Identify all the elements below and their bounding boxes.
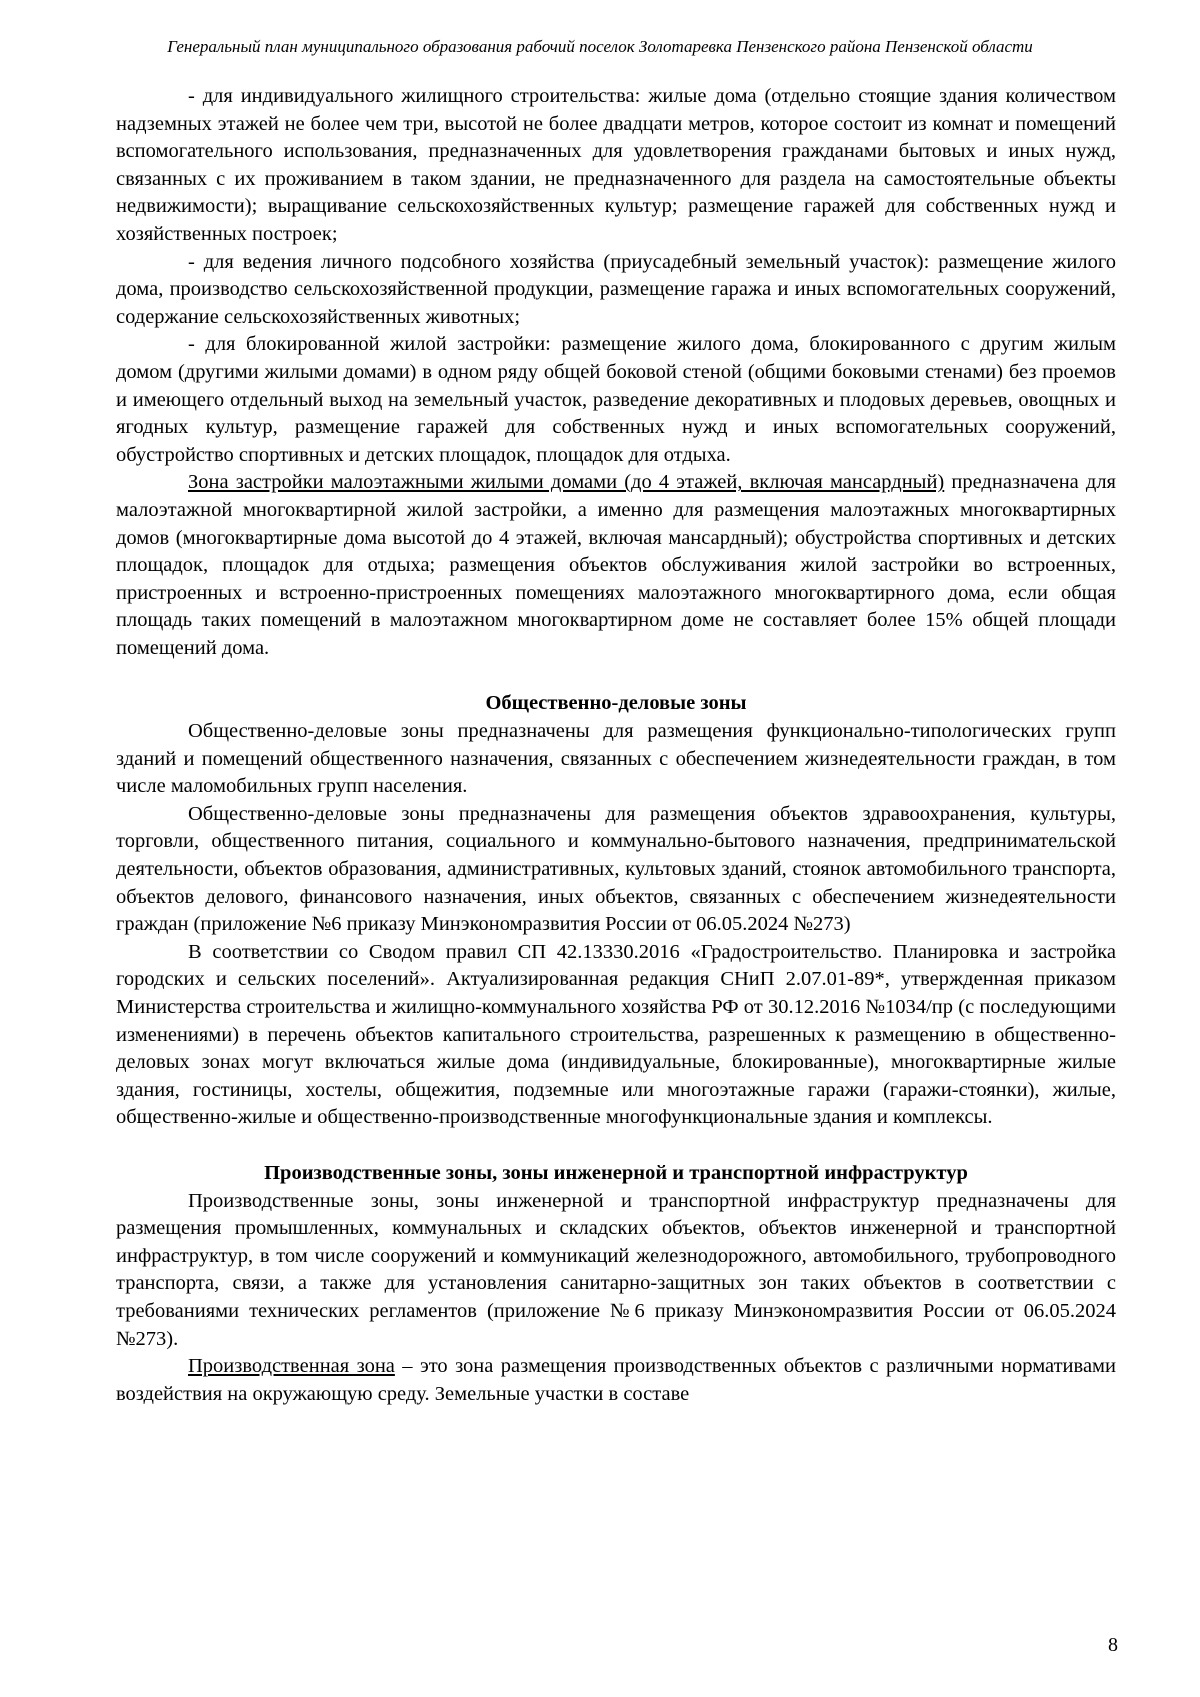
industrial-zone-text: – это зона размещения производственных объектов с различными нормативами воздействия на окружающую среду. Земельные участки в составе [116, 1355, 1116, 1405]
heading-public-business-zones: Общественно-деловые зоны [485, 692, 747, 715]
document-body [116, 83, 1116, 1408]
paragraph-public-business-purpose: Общественно-деловые зоны предназначены для размещения функционально-типологических групп зданий и помещений общественного назначения, связанных с обеспечением жизнедеятельности граждан, в том числе маломобильных групп населения. [116, 720, 1116, 798]
paragraph-building-code: В соответствии со Сводом правил СП 42.13330.2016 «Градостроительство. Планировка и застройка городских и сельских поселений». Актуализированная редакция СНиП 2.07.01-89*, утвержденная приказом Министерства строительства и жилищно-коммунального хозяйства РФ от 30.12.2016 №1034/пр (с последующими изменениями) в перечень объектов капитального строительства, разрешенных к размещению в общественно-деловых зонах могут включаться жилые дома (индивидуальные, блокированные), многоквартирные жилые здания, гостиницы, хостелы, общежития, подземные или многоэтажные гаражи (гаражи-стоянки), жилые, общественно-жилые и общественно-производственные многофункциональные здания и комплексы. [116, 940, 1116, 1129]
paragraph-personal-farming: - для ведения личного подсобного хозяйства (приусадебный земельный участок): размещение жилого дома, производство сельскохозяйственной продукции, размещение гаража и иных вспомогательных сооружений, содержание сельскохозяйственных животных; [116, 250, 1116, 328]
paragraph-low-rise-zone [116, 469, 1116, 662]
paragraph-public-business-objects: Общественно-деловые зоны предназначены для размещения объектов здравоохранения, культуры, торговли, общественного питания, социального и коммунально-бытового назначения, предпринимательской деятельности, объектов образования, административных, культовых зданий, стоянок автомобильного транспорта, объектов делового, финансового назначения, иных объектов, связанных с обеспечением жизнедеятельности граждан (приложение №6 приказу Минэкономразвития России от 06.05.2024 №273) [116, 802, 1116, 936]
running-header: Генеральный план муниципального образования рабочий поселок Золотаревка Пензенского района Пензенской области [167, 37, 1033, 56]
low-rise-zone-term: Зона застройки малоэтажными жилыми домами (до 4 этажей, включая мансардный) [188, 471, 945, 494]
paragraph-industrial-zone [116, 1353, 1116, 1408]
page-number: 8 [1108, 1634, 1118, 1656]
paragraph-industrial-purpose: Производственные зоны, зоны инженерной и транспортной инфраструктур предназначены для размещения промышленных, коммунальных и складских объектов, объектов инженерной и транспортной инфраструктур, в том числе сооружений и коммуникаций железнодорожного, автомобильного, трубопроводного транспорта, связи, а также для установления санитарно-защитных зон таких объектов в соответствии с требованиями технических регламентов (приложение №6 приказу Минэкономразвития России от 06.05.2024 №273). [116, 1189, 1116, 1350]
low-rise-zone-text: предназначена для малоэтажной многоквартирной жилой застройки, а именно для размещения малоэтажных многоквартирных домов (многоквартирные дома высотой до 4 этажей, включая мансардный); обустройства спортивных и детских площадок, площадок для отдыха; размещения объектов обслуживания жилой застройки во встроенных, пристроенных и встроенно-пристроенных помещениях малоэтажного многоквартирного дома, если общая площадь таких помещений в малоэтажном многоквартирном доме не составляет более 15% общей площади помещений дома. [116, 471, 1116, 659]
paragraph-blocked-housing: - для блокированной жилой застройки: размещение жилого дома, блокированного с другим жилым домом (другими жилыми домами) в одном ряду общей боковой стеной (общими боковыми стенами) без проемов и имеющего отдельный выход на земельный участок, разведение декоративных и плодовых деревьев, овощных и ягодных культур, размещение гаражей для собственных нужд и иных вспомогательных сооружений, обустройство спортивных и детских площадок, площадок для отдыха. [116, 333, 1116, 466]
industrial-zone-term: Производственная зона [188, 1355, 395, 1378]
paragraph-individual-housing: - для индивидуального жилищного строительства: жилые дома (отдельно стоящие здания количеством надземных этажей не более чем три, высотой не более двадцати метров, которое состоит из комнат и помещений вспомогательного использования, предназначенных для удовлетворения гражданами бытовых и иных нужд, связанных с их проживанием в таком здании, не предназначенного для раздела на самостоятельные объекты недвижимости); выращивание сельскохозяйственных культур; размещение гаражей для собственных нужд и хозяйственных построек; [116, 85, 1116, 245]
heading-industrial-zones: Производственные зоны, зоны инженерной и транспортной инфраструктур [264, 1161, 968, 1184]
